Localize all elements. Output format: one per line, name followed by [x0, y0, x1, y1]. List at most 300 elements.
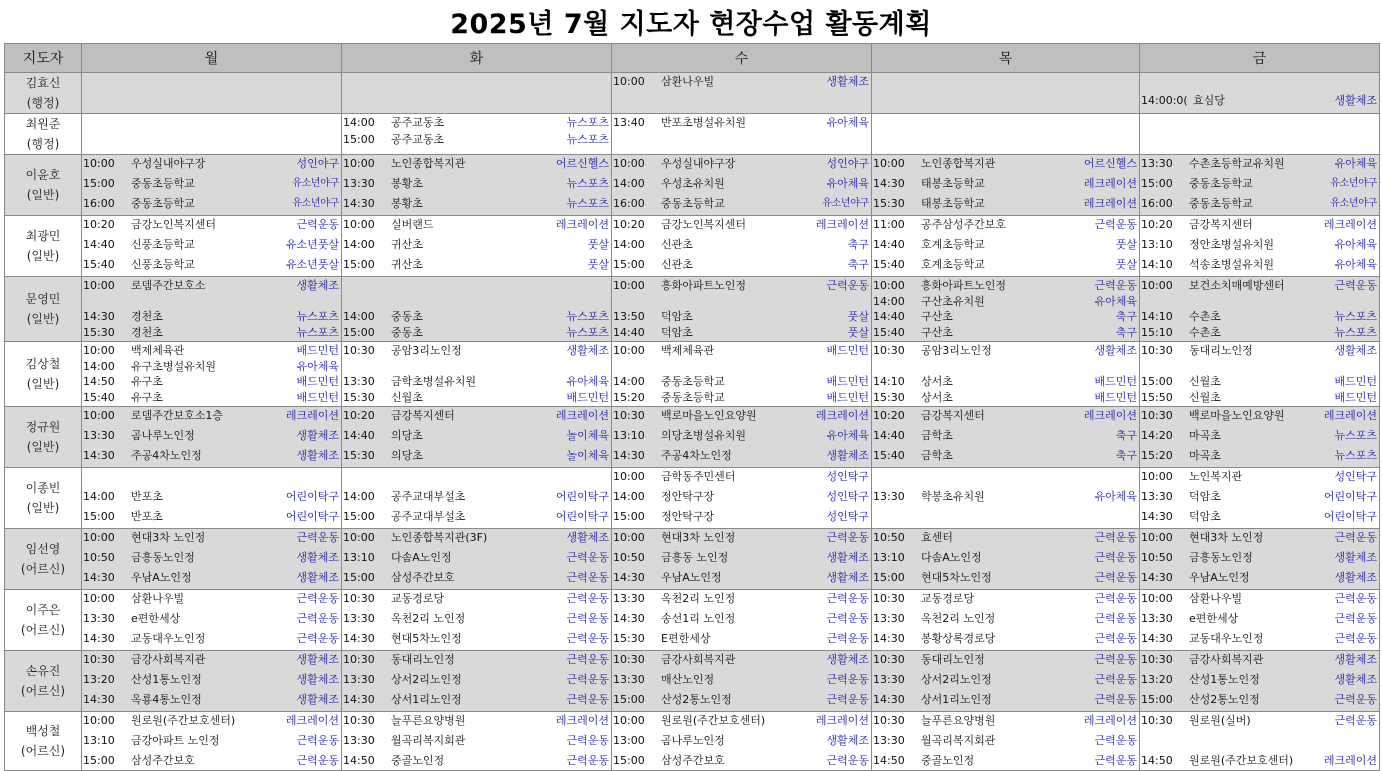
instructor-cell[interactable] [5, 529, 82, 590]
entry-place: 유구초 [131, 390, 163, 404]
day-cell-tue[interactable] [342, 529, 612, 590]
schedule-entry [613, 509, 869, 525]
header-cell-mon[interactable]: 월 [82, 44, 342, 73]
entry-time: 11:00 [873, 218, 905, 231]
entry-place: 삼성주간보호 [131, 754, 195, 767]
entry-place: 공주교동초 [391, 133, 445, 146]
entry-time: 10:00 [613, 470, 645, 483]
schedule-entry [343, 713, 609, 729]
entry-place: 수촌초등학교유치원 [1189, 157, 1285, 170]
schedule-entry [613, 325, 869, 341]
schedule-entry [343, 132, 609, 148]
entry-time: 15:40 [873, 325, 905, 339]
schedule-entry [1141, 672, 1377, 688]
entry-program: 뉴스포츠 [1334, 449, 1377, 462]
entry-place: 금강사회복지관 [1189, 653, 1264, 666]
schedule-entry [873, 257, 1137, 273]
schedule-entry [343, 428, 609, 444]
schedule-entry [873, 390, 1137, 406]
entry-program: 근력운동 [1094, 632, 1137, 645]
day-cell-fri[interactable] [1140, 590, 1380, 651]
day-cell-tue[interactable] [342, 155, 612, 216]
entry-time: 14:10 [1141, 310, 1173, 323]
instructor-type: (행정) [26, 137, 60, 151]
entry-place: 삼환나우빌 [661, 75, 715, 88]
entry-place: 공주삼성주간보호 [921, 218, 1007, 231]
schedule-entry [1141, 591, 1377, 607]
day-cell-thu[interactable] [872, 155, 1140, 216]
schedule-entry [1141, 428, 1377, 444]
entry-program: 생활체조 [1094, 344, 1137, 357]
entry-place: 산성1통노인정 [131, 673, 202, 686]
schedule-entry [873, 278, 1137, 294]
entry-place: 금학초 [921, 449, 953, 462]
entry-place: 공주교대부설초 [391, 490, 466, 503]
entry-place: 상서초 [921, 390, 953, 404]
entry-program: 생활체조 [296, 279, 339, 292]
entry-time: 14:30 [83, 310, 115, 323]
day-cell-wed[interactable] [612, 277, 872, 342]
entry-program: 유아체육 [1334, 258, 1377, 271]
entry-time: 14:00 [613, 238, 645, 251]
day-cell-wed[interactable] [612, 712, 872, 771]
instructor-cell[interactable] [5, 155, 82, 216]
day-cell-tue[interactable] [342, 712, 612, 771]
schedule-entry [1141, 257, 1377, 273]
day-cell-mon[interactable] [82, 590, 342, 651]
entry-place: 덕암초 [1189, 490, 1221, 503]
entry-place: 금강노인복지센터 [131, 218, 217, 231]
entry-time: 10:00 [83, 279, 115, 292]
entry-program: 레크레이션 [1323, 754, 1377, 767]
instructor-cell[interactable] [5, 73, 82, 114]
entry-time: 10:20 [343, 409, 375, 422]
entry-time: 15:00 [613, 510, 645, 523]
day-cell-fri[interactable] [1140, 712, 1380, 771]
schedule-entry [343, 489, 609, 505]
day-cell-mon[interactable] [82, 651, 342, 712]
day-cell-fri[interactable] [1140, 277, 1380, 342]
entry-time: 14:30 [83, 571, 115, 584]
instructor-cell[interactable] [5, 407, 82, 468]
header-cell-thu[interactable]: 목 [872, 44, 1140, 73]
entry-place: 삼환나우빌 [131, 592, 185, 605]
day-cell-thu[interactable] [872, 407, 1140, 468]
instructor-type: (행정) [26, 96, 60, 110]
entry-time: 15:40 [873, 258, 905, 271]
entry-time: 10:30 [343, 592, 375, 605]
entry-time: 14:00 [343, 310, 375, 323]
entry-time: 14:30 [343, 693, 375, 706]
schedule-entry [83, 428, 339, 444]
entry-time: 13:30 [873, 612, 905, 625]
day-cell-thu[interactable] [872, 216, 1140, 277]
day-cell-fri[interactable] [1140, 407, 1380, 468]
entry-place: 상서초 [921, 375, 953, 388]
entry-time: 15:00 [83, 177, 115, 190]
entry-time: 15:30 [83, 325, 115, 339]
entry-program: 배드민턴 [566, 390, 609, 404]
entry-time: 13:30 [83, 429, 115, 442]
instructor-cell[interactable] [5, 342, 82, 407]
day-cell-wed[interactable] [612, 73, 872, 114]
entry-program: 근력운동 [296, 531, 339, 544]
instructor-cell[interactable] [5, 114, 82, 155]
schedule-entry [83, 325, 339, 341]
entry-program: 생활체조 [566, 531, 609, 544]
schedule-entry [613, 115, 869, 131]
entry-time: 16:00 [1141, 197, 1173, 210]
day-cell-mon[interactable] [82, 468, 342, 529]
day-cell-thu[interactable] [872, 712, 1140, 771]
entry-place: 삼환나우빌 [1189, 592, 1243, 605]
day-cell-tue[interactable] [342, 277, 612, 342]
entry-time: 16:00 [613, 197, 645, 210]
day-cell-fri[interactable] [1140, 73, 1380, 114]
day-cell-fri[interactable] [1140, 155, 1380, 216]
schedule-entry [613, 611, 869, 627]
entry-place: 금학초병설유치원 [391, 375, 477, 388]
entry-program: 레크레이션 [555, 218, 609, 231]
day-cell-mon[interactable] [82, 155, 342, 216]
schedule-body [5, 73, 1380, 771]
entry-time: 15:30 [343, 390, 375, 404]
schedule-entry [873, 156, 1137, 172]
day-cell-mon[interactable] [82, 407, 342, 468]
entry-time: 15:50 [1141, 390, 1173, 404]
entry-place: 마곡초 [1189, 429, 1221, 442]
entry-program: 근력운동 [566, 571, 609, 584]
schedule-entry [873, 530, 1137, 546]
entry-place: 우성실내야구장 [131, 157, 206, 170]
entry-program: 유소년야구 [292, 178, 339, 189]
day-cell-mon[interactable] [82, 712, 342, 771]
entry-place: e편한세상 [1189, 612, 1239, 625]
entry-program: 유아체육 [1094, 294, 1137, 308]
day-cell-wed[interactable] [612, 651, 872, 712]
entry-program: 레크레이션 [1323, 409, 1377, 422]
day-cell-thu[interactable] [872, 651, 1140, 712]
day-cell-tue[interactable] [342, 73, 612, 114]
schedule-entry [613, 591, 869, 607]
entry-program: 근력운동 [826, 279, 869, 292]
entry-time: 10:00 [613, 279, 645, 292]
entry-program: 근력운동 [296, 632, 339, 645]
entry-place: 교동대우노인정 [131, 632, 206, 645]
entry-time: 13:30 [83, 612, 115, 625]
entry-place: 정안초병설유치원 [1189, 238, 1275, 251]
schedule-entry [83, 530, 339, 546]
entry-place: 동대리노인정 [391, 653, 455, 666]
entry-time: 10:30 [1141, 409, 1173, 422]
entry-program: 생활체조 [296, 653, 339, 666]
table-row [5, 407, 1380, 468]
day-cell-tue[interactable] [342, 590, 612, 651]
entry-place: 공주교대부설초 [391, 510, 466, 523]
day-cell-thu[interactable] [872, 468, 1140, 529]
entry-program: 생활체조 [296, 571, 339, 584]
schedule-entry [343, 530, 609, 546]
entry-place: 우남A노인정 [661, 571, 722, 584]
entry-place: 늘푸른요양병원 [921, 714, 996, 727]
schedule-entry [343, 115, 609, 131]
day-cell-wed[interactable] [612, 216, 872, 277]
schedule-entry [343, 509, 609, 525]
entry-place: 보건소치매예방센터 [1189, 279, 1285, 292]
day-cell-tue[interactable] [342, 651, 612, 712]
day-cell-thu[interactable] [872, 529, 1140, 590]
day-cell-fri[interactable] [1140, 114, 1380, 155]
schedule-entry [83, 692, 339, 708]
schedule-entry [343, 309, 609, 325]
entry-program: 근력운동 [826, 673, 869, 686]
schedule-entry [613, 390, 869, 406]
entry-program: 레크레이션 [1083, 409, 1137, 422]
entry-program: 성인탁구 [1334, 470, 1377, 483]
entry-place: 산성2통노인정 [661, 693, 732, 706]
day-cell-fri[interactable] [1140, 468, 1380, 529]
entry-place: 신관초 [661, 258, 693, 271]
entry-time: 14:30 [83, 632, 115, 645]
entry-time: 10:00 [83, 344, 115, 357]
entry-program: 성인야구 [296, 157, 339, 170]
schedule-entry [83, 550, 339, 566]
schedule-entry [613, 733, 869, 749]
instructor-cell[interactable] [5, 277, 82, 342]
schedule-entry [83, 591, 339, 607]
day-cell-thu[interactable] [872, 114, 1140, 155]
entry-place: 노인종합복지관 [921, 157, 996, 170]
entry-program: 생활체조 [1334, 673, 1377, 686]
entry-program: 유소년풋살 [285, 258, 339, 271]
day-cell-wed[interactable] [612, 155, 872, 216]
day-cell-mon[interactable] [82, 342, 342, 407]
day-cell-tue[interactable] [342, 342, 612, 407]
entry-program: 뉴스포츠 [566, 133, 609, 146]
entry-place: 신풍초등학교 [131, 238, 195, 251]
entry-time: 14:50 [873, 754, 905, 767]
day-cell-wed[interactable] [612, 407, 872, 468]
entry-place: 현대3차 노인정 [131, 531, 206, 544]
entry-program: 레크레이션 [1323, 218, 1377, 231]
entry-place: 교동경로당 [921, 592, 975, 605]
day-cell-tue[interactable] [342, 407, 612, 468]
schedule-entry [873, 217, 1137, 233]
entry-program: 근력운동 [826, 693, 869, 706]
entry-program: 어르신헬스 [555, 157, 609, 170]
entry-time: 13:10 [873, 551, 905, 564]
schedule-entry [613, 196, 869, 212]
entry-time: 14:30 [1141, 510, 1173, 523]
entry-time: 10:50 [613, 551, 645, 564]
schedule-entry [1141, 408, 1377, 424]
entry-place: 금강아파트 노인정 [131, 734, 220, 747]
instructor-cell[interactable] [5, 216, 82, 277]
day-cell-wed[interactable] [612, 590, 872, 651]
instructor-type: (일반) [26, 440, 60, 454]
day-cell-mon[interactable] [82, 216, 342, 277]
entry-place: 교동경로당 [391, 592, 445, 605]
entry-time: 13:20 [1141, 673, 1173, 686]
entry-time: 10:20 [613, 218, 645, 231]
day-cell-tue[interactable] [342, 216, 612, 277]
day-cell-mon[interactable] [82, 529, 342, 590]
entry-program: 유아체육 [1334, 157, 1377, 170]
entry-place: 정안탁구장 [661, 490, 715, 503]
entry-place: 주공4차노인정 [131, 449, 202, 462]
entry-program: 배드민턴 [1094, 375, 1137, 388]
entry-time: 13:30 [613, 592, 645, 605]
day-cell-mon[interactable] [82, 114, 342, 155]
entry-program: 생활체조 [826, 653, 869, 666]
schedule-entry [83, 631, 339, 647]
day-cell-tue[interactable] [342, 114, 612, 155]
day-cell-thu[interactable] [872, 342, 1140, 407]
entry-place: 백로마을노인요양원 [661, 409, 757, 422]
entry-program: 레크레이션 [815, 714, 869, 727]
schedule-entry [613, 550, 869, 566]
entry-place: 석송초병설유치원 [1189, 258, 1275, 271]
entry-time: 10:30 [343, 653, 375, 666]
day-cell-fri[interactable] [1140, 529, 1380, 590]
entry-time: 14:00 [613, 177, 645, 190]
entry-place: 우남A노인정 [131, 571, 192, 584]
entry-place: 반포초 [131, 510, 163, 523]
schedule-entry [83, 753, 339, 769]
instructor-type: (일반) [26, 312, 60, 326]
day-cell-tue[interactable] [342, 468, 612, 529]
entry-time: 15:00 [343, 325, 375, 339]
entry-time: 15:00 [83, 510, 115, 523]
entry-place: 구산초유치원 [921, 294, 985, 308]
entry-place: 삼성주간보호 [661, 754, 725, 767]
entry-time: 10:00 [83, 157, 115, 170]
entry-program: 배드민턴 [296, 344, 339, 357]
entry-program: 어린이탁구 [1323, 510, 1377, 523]
schedule-entry [343, 343, 609, 359]
schedule-entry [343, 570, 609, 586]
day-cell-mon[interactable] [82, 277, 342, 342]
entry-time: 15:00 [1141, 177, 1173, 190]
day-cell-thu[interactable] [872, 73, 1140, 114]
table-row [5, 155, 1380, 216]
entry-place: 중동초 [391, 310, 423, 323]
schedule-entry [343, 733, 609, 749]
entry-time: 15:40 [83, 390, 115, 404]
table-row [5, 529, 1380, 590]
day-cell-fri[interactable] [1140, 342, 1380, 407]
entry-program: 레크레이션 [285, 714, 339, 727]
entry-time: 15:00 [613, 258, 645, 271]
schedule-entry [83, 309, 339, 325]
entry-time: 14:00 [343, 490, 375, 503]
entry-time: 10:20 [83, 218, 115, 231]
entry-program: 근력운동 [296, 734, 339, 747]
schedule-entry [613, 672, 869, 688]
entry-place: 월곡리복지회관 [391, 734, 466, 747]
schedule-entry [1141, 611, 1377, 627]
day-cell-fri[interactable] [1140, 651, 1380, 712]
entry-place: 금강사회복지관 [661, 653, 736, 666]
day-cell-fri[interactable] [1140, 216, 1380, 277]
entry-place: 덕암초 [661, 310, 693, 323]
entry-place: 송선1리 노인정 [661, 612, 736, 625]
entry-place: 봉황상록경로당 [921, 632, 996, 645]
schedule-entry [343, 753, 609, 769]
entry-time: 10:00 [343, 218, 375, 231]
entry-program: 어린이탁구 [285, 490, 339, 503]
entry-place: 태봉초등학교 [921, 177, 985, 190]
entry-program: 뉴스포츠 [296, 325, 339, 339]
schedule-entry [83, 570, 339, 586]
instructor-cell[interactable] [5, 590, 82, 651]
entry-program: 생활체조 [1334, 571, 1377, 584]
schedule-entry [1141, 550, 1377, 566]
schedule-entry [343, 237, 609, 253]
entry-place: 우성실내야구장 [661, 157, 736, 170]
day-cell-wed[interactable] [612, 529, 872, 590]
header-cell-tue[interactable]: 화 [342, 44, 612, 73]
schedule-entry [343, 257, 609, 273]
entry-time: 14:30 [1141, 632, 1173, 645]
schedule-entry [1141, 570, 1377, 586]
entry-time: 10:00 [613, 157, 645, 170]
entry-time: 13:30 [1141, 612, 1173, 625]
schedule-entry [613, 428, 869, 444]
header-cell-instructor[interactable]: 지도자 [5, 44, 82, 73]
entry-place: 중골노인정 [391, 754, 445, 767]
header-cell-fri[interactable]: 금 [1140, 44, 1380, 73]
entry-program: 유아체육 [1094, 490, 1137, 503]
entry-program: 근력운동 [566, 612, 609, 625]
instructor-name: 김상철 [25, 357, 61, 371]
entry-time: 14:30 [1141, 571, 1173, 584]
entry-program: 레크레이션 [815, 218, 869, 231]
entry-program: 근력운동 [1334, 531, 1377, 544]
instructor-cell[interactable] [5, 651, 82, 712]
day-cell-wed[interactable] [612, 114, 872, 155]
entry-time: 14:40 [613, 325, 645, 339]
instructor-cell[interactable] [5, 468, 82, 529]
instructor-cell[interactable] [5, 712, 82, 771]
instructor-type: (일반) [26, 501, 60, 515]
entry-program: 배드민턴 [1334, 375, 1377, 388]
entry-place: 중동초등학교 [661, 197, 725, 210]
day-cell-wed[interactable] [612, 342, 872, 407]
entry-time: 14:40 [873, 238, 905, 251]
entry-program: 근력운동 [826, 612, 869, 625]
entry-time: 15:00 [873, 571, 905, 584]
schedule-entry [1141, 196, 1377, 212]
schedule-entry [1141, 217, 1377, 233]
entry-place: 금흥동노인정 [1189, 551, 1253, 564]
entry-place: 수촌초 [1189, 325, 1221, 339]
header-cell-wed[interactable]: 수 [612, 44, 872, 73]
entry-time: 14:10 [873, 375, 905, 388]
entry-program: 근력운동 [1334, 693, 1377, 706]
day-cell-wed[interactable] [612, 468, 872, 529]
schedule-entry [873, 448, 1137, 464]
entry-time: 10:00 [343, 531, 375, 544]
day-cell-thu[interactable] [872, 590, 1140, 651]
entry-place: 노인복지관 [1189, 470, 1243, 483]
entry-program: 뉴스포츠 [566, 116, 609, 129]
schedule-entry [343, 692, 609, 708]
page-title: 2025년 7월 지도자 현장수업 활동계획 [450, 9, 932, 40]
day-cell-mon[interactable] [82, 73, 342, 114]
day-cell-thu[interactable] [872, 277, 1140, 342]
entry-place: 반포초 [131, 490, 163, 503]
